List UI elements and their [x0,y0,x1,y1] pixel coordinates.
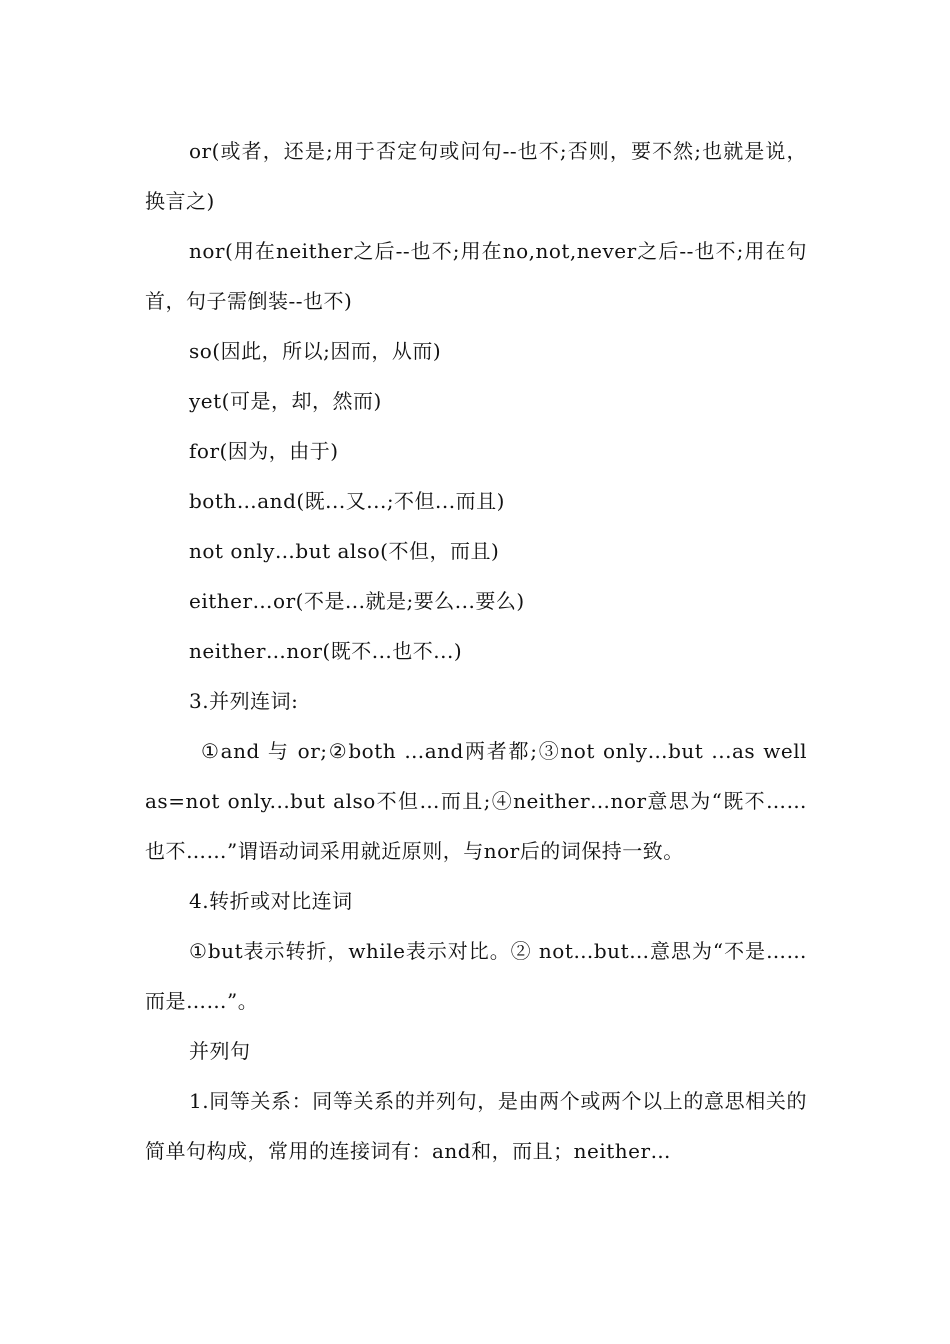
section-heading-coordinating-conjunctions: 3.并列连词: [189,689,299,713]
paragraph-conjunction-rules: ①and 与 or;②both …and两者都;③not only…but ...as well as=not only...but also不但…而且;④neither…nor意思为“既不……也不……”谓语动词采用就近原则，与nor后的词保持一致。 [145,739,807,863]
paragraph-equal-relation: 1.同等关系：同等关系的并列句，是由两个或两个以上的意思相关的简单句构成，常用的连接词有：and和，而且；neither… [145,1089,807,1163]
section-heading-contrast-conjunctions: 4.转折或对比连词 [189,889,353,913]
paragraph-both-and: both…and(既...又...;不但...而且) [189,489,505,513]
paragraph-for: for(因为，由于) [189,439,339,463]
section-heading-compound-sentences: 并列句 [189,1039,251,1063]
paragraph-yet: yet(可是，却，然而) [189,389,382,413]
paragraph-contrast-rules: ①but表示转折，while表示对比。② not…but…意思为“不是……而是……”。 [145,939,807,1013]
paragraph-or: or(或者，还是;用于否定句或问句--也不;否则，要不然;也就是说，换言之) [145,139,807,213]
paragraph-neither-nor: neither…nor(既不...也不...) [189,639,463,663]
paragraph-so: so(因此，所以;因而，从而) [189,339,442,363]
document-body [145,126,807,1176]
paragraph-not-only-but-also: not only…but also(不但，而且) [189,539,500,563]
paragraph-nor: nor(用在neither之后--也不;用在no,not,never之后--也不;用在句首，句子需倒装--也不) [145,239,807,313]
paragraph-either-or: either…or(不是...就是;要么...要么) [189,589,525,613]
